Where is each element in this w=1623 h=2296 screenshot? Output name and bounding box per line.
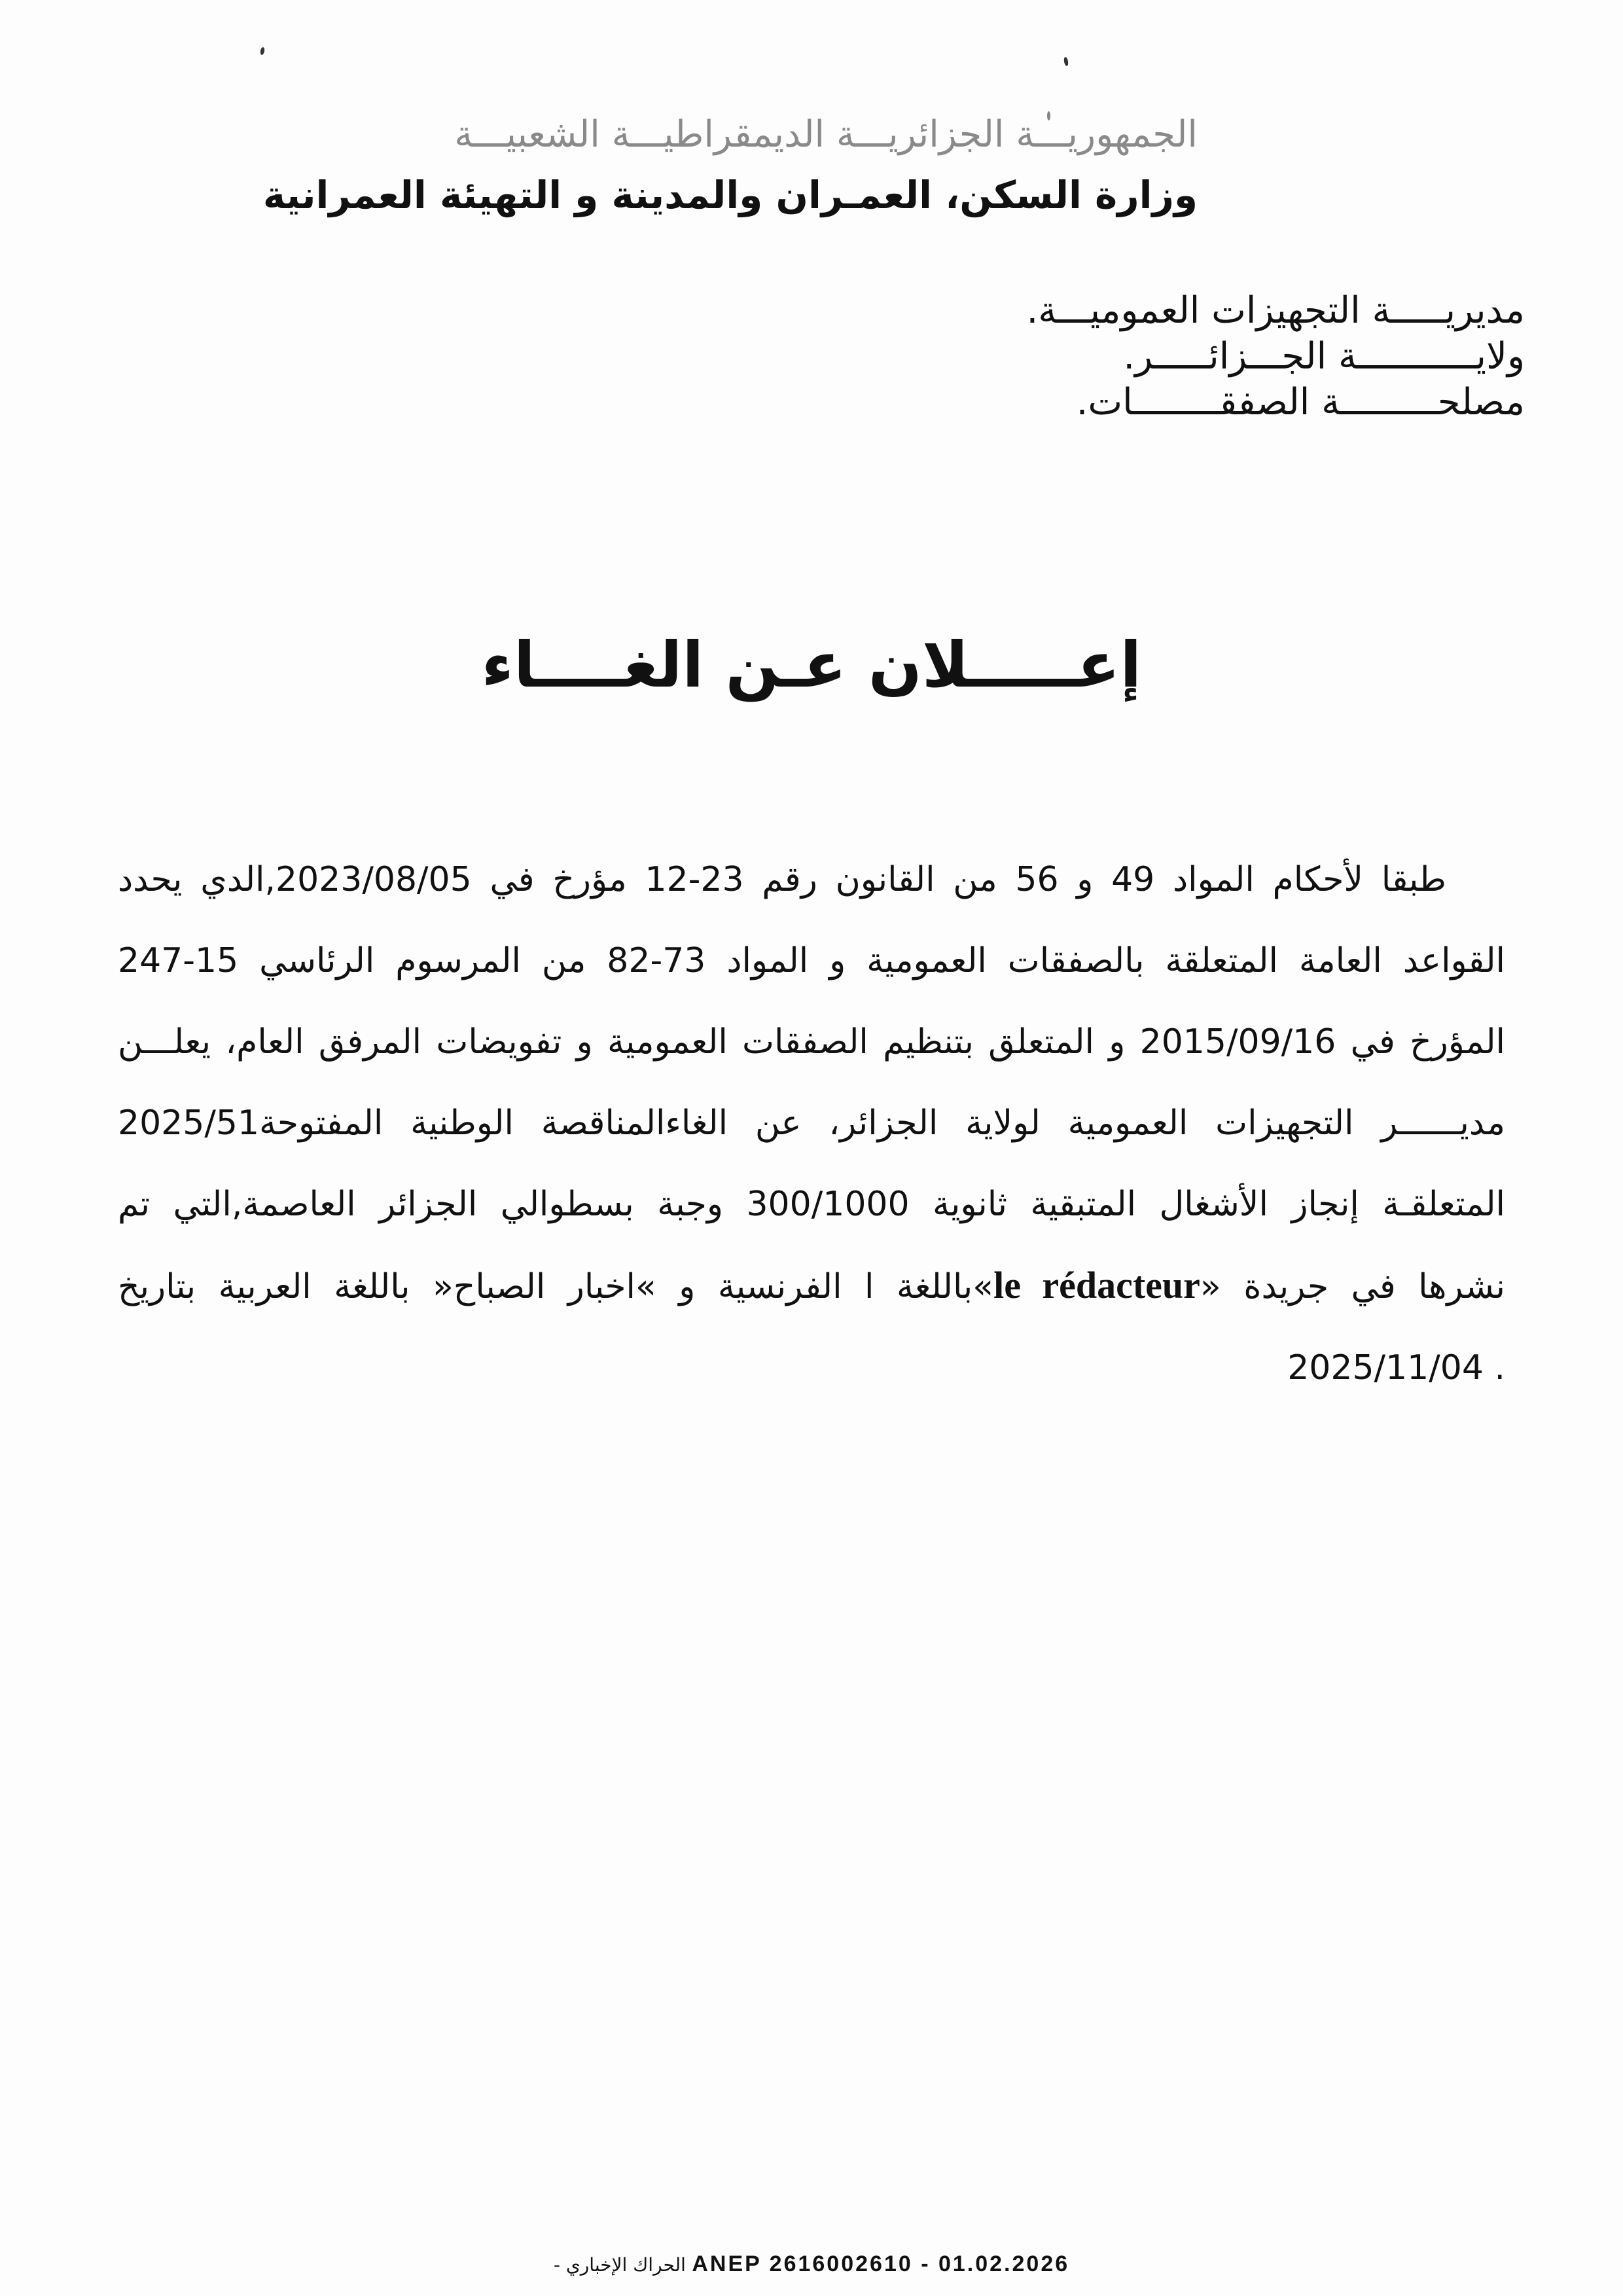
republic-name: الجمهوريـــة الجزائريـــة الديمقراطيـــة الشعبيـــة bbox=[454, 113, 1198, 156]
body-line: المتعلقـة إنجاز الأشغال المتبقية ثانوية 300/1000 وجبة بسطوالي الجزائر العاصمة,التي تم bbox=[118, 1185, 1505, 1224]
body-line: المؤرخ في 2015/09/16 و المتعلق بتنظيم الصفقات العمومية و تفويضات المرفق العام، يعلـــن bbox=[118, 1022, 1505, 1062]
scan-speck bbox=[260, 47, 265, 56]
scan-speck bbox=[1063, 57, 1069, 67]
wilaya-name: ولايـــــــــــة الجـــزائـــــر. bbox=[1123, 335, 1525, 378]
body-line: القواعد العامة المتعلقة بالصفقات العمومية و المواد 73-82 من المرسوم الرئاسي 15-247 bbox=[118, 941, 1505, 980]
body-line-date: . 2025/11/04 bbox=[1287, 1348, 1505, 1388]
government-header bbox=[263, 105, 1198, 225]
directorate-name: مديريـــــة التجهيزات العموميـــة. bbox=[1026, 289, 1525, 332]
anep-reference: ANEP 2616002610 - 01.02.2026 bbox=[692, 2251, 1070, 2276]
footer-source: - الحراك الإخباري bbox=[553, 2254, 686, 2276]
ministry-name: وزارة السكن، العمـران والمدينة و التهيئة العمرانية bbox=[262, 173, 1198, 217]
newspaper-name-french: le rédacteur bbox=[993, 1264, 1200, 1306]
body-line-publication bbox=[118, 1245, 1505, 1327]
announcement-title: إعـــــلان عـن الغــــاء bbox=[481, 628, 1142, 702]
body-line: مديــــــر التجهيزات العمومية لولاية الجزائر، عن الغاءالمناقصة الوطنية المفتوحة2025/51 bbox=[118, 1103, 1505, 1143]
publication-suffix: »باللغة ا الفرنسية و »اخبار الصباح« باللغة العربية بتاريخ bbox=[118, 1267, 994, 1306]
announcement-body bbox=[118, 839, 1505, 1408]
footer-reference bbox=[0, 2251, 1623, 2277]
service-name: مصلحـــــــــة الصفقــــــــات. bbox=[1076, 381, 1525, 423]
administration-header bbox=[1026, 288, 1525, 425]
body-line: طبقا لأحكام المواد 49 و 56 من القانون رقم 23-12 مؤرخ في 2023/08/05,الدي يحدد bbox=[118, 860, 1446, 899]
publication-prefix: نشرها في جريدة « bbox=[1200, 1267, 1505, 1306]
